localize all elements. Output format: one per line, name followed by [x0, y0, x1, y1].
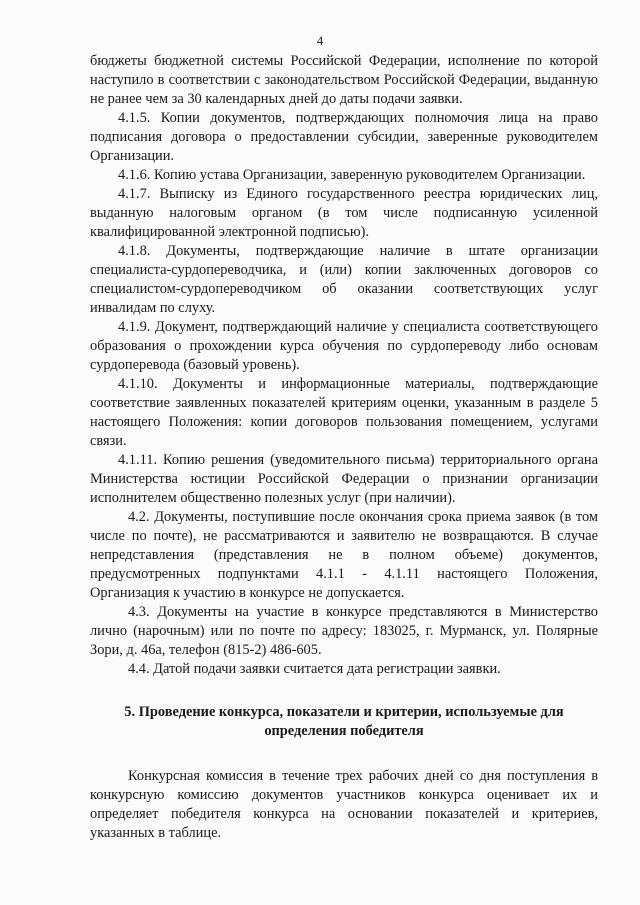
paragraph-4-4: 4.4. Датой подачи заявки считается дата регистрации заявки.	[128, 661, 501, 677]
paragraph-4-1-10: 4.1.10. Документы и информационные материалы, подтверждающие соответствие заявленных показателей критериям оценки, указанным в разделе 5 настоящего Положения: копии договоров пользования помещением, услугами связи.	[90, 376, 598, 449]
page-number: 4	[316, 33, 324, 48]
paragraph-4-3: 4.3. Документы на участие в конкурсе представляются в Министерство лично (нарочным) или по почте по адресу: 183025, г. Мурманск, ул. Полярные Зори, д. 46а, телефон (815-2) 486-605.	[90, 604, 598, 658]
section-5-heading: 5. Проведение конкурса, показатели и критерии, используемые для определения победителя	[124, 704, 564, 739]
paragraph-section-5-intro: Конкурсная комиссия в течение трех рабочих дней со дня поступления в конкурсную комиссию документов участников конкурса оценивает их и определяет победителя конкурса на основании показателей и критериев, указанных в таблице.	[90, 768, 598, 841]
paragraph-4-1-8: 4.1.8. Документы, подтверждающие наличие в штате организации специалиста-сурдопереводчика, и (или) копии заключенных договоров со специалистом-сурдопереводчиком об оказании соответствующих услуг инвалидам по слуху.	[90, 243, 598, 316]
paragraph-4-1-9: 4.1.9. Документ, подтверждающий наличие у специалиста соответствующего образования о прохождении курса обучения по сурдопереводу либо основам сурдоперевода (базовый уровень).	[90, 319, 598, 373]
paragraph-4-1-5: 4.1.5. Копии документов, подтверждающих полномочия лица на право подписания договора о предоставлении субсидии, заверенные руководителем Организации.	[90, 110, 598, 164]
document-body	[90, 52, 598, 843]
paragraph-4-2: 4.2. Документы, поступившие после окончания срока приема заявок (в том числе по почте), не рассматриваются и заявителю не возвращаются. В случае непредставления (представления не в полном объеме) документов, предусмотренных подпунктами 4.1.1 - 4.1.11 настоящего Положения, Организация к участию в конкурсе не допускается.	[90, 509, 598, 601]
paragraph-4-1-6: 4.1.6. Копию устава Организации, заверенную руководителем Организации.	[118, 167, 586, 183]
paragraph-4-1-7: 4.1.7. Выписку из Единого государственного реестра юридических лиц, выданную налоговым органом (в том числе подписанную усиленной квалифицированной электронной подписью).	[90, 186, 598, 240]
paragraph-4-1-11: 4.1.11. Копию решения (уведомительного письма) территориального органа Министерства юстиции Российской Федерации о признании организации исполнителем общественно полезных услуг (при наличии).	[90, 452, 598, 506]
paragraph-continuation: бюджеты бюджетной системы Российской Федерации, исполнение по которой наступило в соответствии с законодательством Российской Федерации, выданную не ранее чем за 30 календарных дней до даты подачи заявки.	[90, 53, 598, 107]
